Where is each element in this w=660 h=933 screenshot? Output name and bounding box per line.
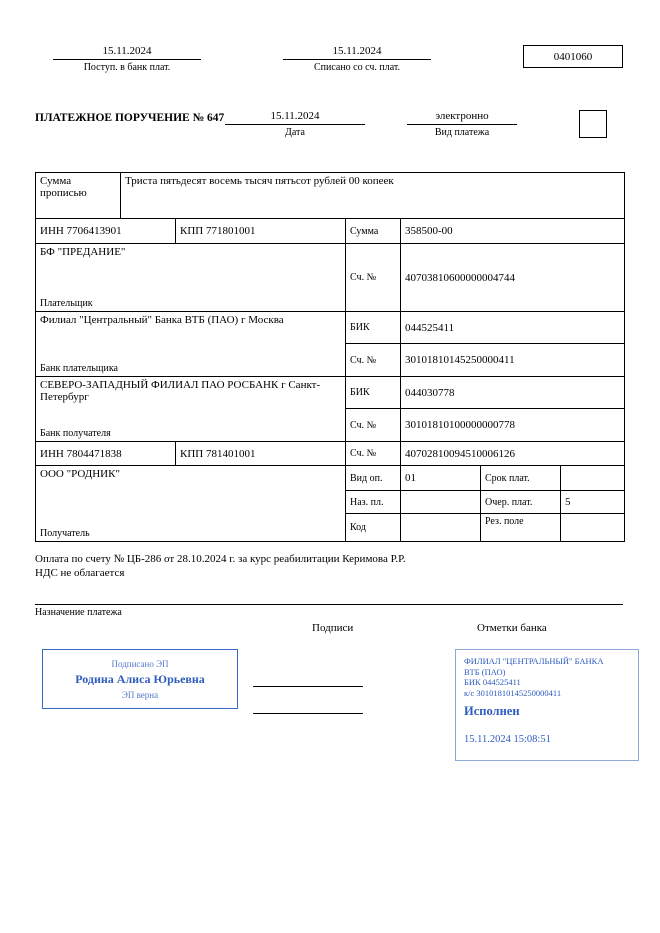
payer-bank-row: [36, 312, 624, 377]
naz-pl-row: [346, 491, 624, 514]
kod-value: [401, 514, 481, 541]
payer-bank-name: Филиал "Центральный" Банка ВТБ (ПАО) г Москва: [40, 314, 284, 326]
bank-stamp-status: Исполнен: [464, 704, 520, 718]
electronic-signature-stamp: [42, 649, 238, 709]
debited-block: [283, 45, 431, 73]
payer-cell: [36, 244, 346, 311]
bank-marks-header: Отметки банка: [477, 622, 547, 634]
payee-account-label: Сч. №: [346, 442, 401, 465]
payer-inn: ИНН 7706413901: [36, 219, 176, 243]
payment-kind: электронно: [407, 110, 517, 125]
ep-stamp-line1: Подписано ЭП: [111, 658, 169, 669]
top-row: [35, 45, 623, 73]
signature-line-2: [253, 713, 363, 714]
payee-fields-grid: [346, 466, 624, 541]
payment-table: [35, 172, 625, 542]
payer-bank-account: 30101810145250000411: [405, 354, 515, 366]
bank-stamp-bik: БИК 044525411: [464, 677, 521, 687]
vid-op-value: 01: [401, 466, 481, 490]
payer-bank-requisites: [346, 312, 624, 376]
doc-date-label: Дата: [285, 127, 305, 138]
bank-stamp-corr-account: к/с 30101810145250000411: [464, 687, 562, 698]
doc-date-block: [225, 110, 365, 138]
naz-pl-label: Наз. пл.: [346, 491, 401, 513]
sum-value: 358500-00: [405, 225, 453, 237]
form-code-box: 0401060: [523, 45, 623, 68]
bank-stamp-name-line2: ВТБ (ПАО): [464, 666, 506, 677]
payer-section-label: Плательщик: [40, 298, 93, 309]
payee-section-label: Получатель: [40, 528, 90, 539]
payer-bank-section-label: Банк плательщика: [40, 363, 118, 374]
document-title: ПЛАТЕЖНОЕ ПОРУЧЕНИЕ № 647: [35, 112, 225, 124]
received-label: Поступ. в банк плат.: [83, 62, 171, 73]
payer-inn-row: [36, 219, 624, 244]
payee-bank-account-label: Сч. №: [346, 409, 401, 441]
purpose-line2: НДС не облагается: [35, 567, 125, 579]
payee-bank-account: 30101810100000000778: [405, 419, 515, 431]
payee-cell: [36, 466, 346, 541]
sum-label: Сумма: [346, 219, 401, 243]
payee-bank-requisites: [346, 377, 624, 441]
srok-plat-label: Срок плат.: [481, 466, 561, 490]
rez-pole-value: [561, 514, 624, 541]
payee-bank-bik-row: [346, 377, 624, 409]
naz-pl-value: [401, 491, 481, 513]
amount-words-row: [36, 173, 624, 219]
amount-words-label: Сумма прописью: [36, 173, 121, 218]
reserve-box: [579, 110, 607, 138]
payment-kind-block: [407, 110, 517, 138]
purpose-line1: Оплата по счету № ЦБ-286 от 28.10.2024 г. за курс реабилитации Керимова Р.Р.: [35, 553, 406, 565]
purpose-section-label: Назначение платежа: [35, 607, 122, 618]
received-block: [53, 45, 201, 73]
srok-plat-value: [561, 466, 624, 490]
bank-stamp-name-line1: ФИЛИАЛ "ЦЕНТРАЛЬНЫЙ" БАНКА: [464, 656, 604, 666]
payer-account-label: Сч. №: [346, 244, 401, 311]
payer-name: БФ "ПРЕДАНИЕ": [40, 246, 126, 258]
payee-bank-bik: 044030778: [405, 386, 455, 399]
purpose-underline: [35, 604, 623, 618]
payee-name: ООО "РОДНИК": [40, 468, 120, 480]
payee-bank-bik-label: БИК: [346, 377, 401, 408]
amount-words-value: Триста пятьдесят восемь тысяч пятьсот рублей 00 копеек: [125, 175, 394, 187]
payer-kpp: КПП 771801001: [176, 219, 346, 243]
vid-op-label: Вид оп.: [346, 466, 401, 490]
payee-row: [36, 466, 624, 541]
ocher-plat-value: 5: [565, 496, 571, 508]
ep-stamp-signer-name: Родина Алиса Юрьевна: [75, 671, 205, 686]
ocher-plat-label: Очер. плат.: [481, 491, 561, 513]
payee-account: 40702810094510006126: [405, 447, 515, 460]
payee-inn: ИНН 7804471838: [36, 442, 176, 465]
received-date: 15.11.2024: [53, 45, 201, 60]
payer-row: [36, 244, 624, 312]
payer-bank-bik: 044525411: [405, 321, 455, 334]
debited-label: Списано со сч. плат.: [313, 62, 401, 73]
bank-stamp-datetime: 15.11.2024 15:08:51: [464, 734, 551, 745]
doc-date: 15.11.2024: [225, 110, 365, 125]
payee-bank-row: [36, 377, 624, 442]
payee-kpp: КПП 781401001: [176, 442, 346, 465]
payee-bank-name: СЕВЕРО-ЗАПАДНЫЙ ФИЛИАЛ ПАО РОСБАНК г Санкт-Петербург: [40, 379, 321, 403]
signature-line-1: [253, 686, 363, 687]
ep-stamp-line3: ЭП верна: [121, 689, 159, 700]
vid-op-row: [346, 466, 624, 491]
payee-bank-account-row: [346, 409, 624, 441]
title-row: [35, 110, 625, 138]
payee-bank-cell: [36, 377, 346, 441]
payee-bank-section-label: Банк получателя: [40, 428, 111, 439]
bank-execution-stamp: [455, 649, 639, 761]
kod-label: Код: [346, 514, 401, 541]
signatures-header: Подписи: [312, 622, 354, 634]
payer-bank-bik-row: [346, 312, 624, 344]
kod-row: [346, 514, 624, 541]
rez-pole-label: Рез. поле: [481, 514, 561, 541]
payer-bank-cell: [36, 312, 346, 376]
payee-inn-row: [36, 442, 624, 466]
payer-bank-account-row: [346, 344, 624, 376]
purpose-text: [35, 552, 623, 580]
payer-bank-account-label: Сч. №: [346, 344, 401, 376]
payer-account: 40703810600000004744: [405, 271, 515, 284]
payment-kind-label: Вид платежа: [434, 127, 490, 138]
payer-bank-bik-label: БИК: [346, 312, 401, 343]
debited-date: 15.11.2024: [283, 45, 431, 60]
